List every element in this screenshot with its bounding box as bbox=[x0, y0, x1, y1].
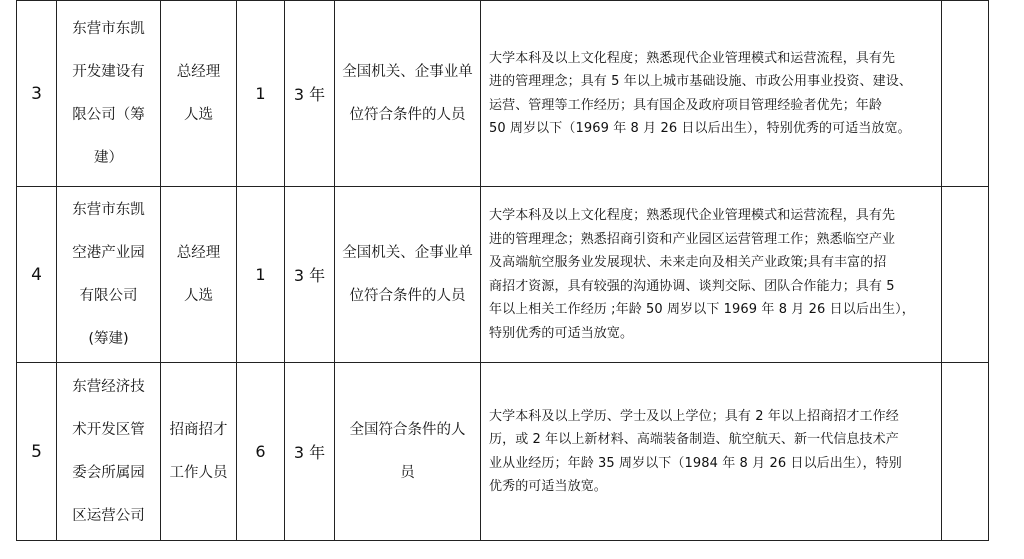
scope-line: 位符合条件的人员 bbox=[349, 287, 466, 304]
position-line: 人选 bbox=[184, 287, 213, 304]
remark-cell bbox=[942, 187, 989, 363]
position-line: 人选 bbox=[184, 106, 213, 123]
unit-cell bbox=[57, 1, 161, 187]
scope-line: 员 bbox=[400, 464, 415, 481]
unit-line: 区运营公司 bbox=[72, 507, 145, 524]
term-cell: 3 年 bbox=[285, 363, 335, 541]
position-line: 工作人员 bbox=[169, 464, 228, 481]
headcount-cell: 1 bbox=[237, 1, 285, 187]
unit-cell bbox=[57, 187, 161, 363]
row-index: 5 bbox=[17, 363, 57, 541]
requirement-line: 商招才资源，具有较强的沟通协调、谈判交际、团队合作能力；具有 5 bbox=[489, 278, 895, 294]
requirement-line: 年以上相关工作经历 ;年龄 50 周岁以下 1969 年 8 月 26 日以后出生）， bbox=[489, 302, 915, 317]
row-index: 4 bbox=[17, 187, 57, 363]
requirement-line: 历，或 2 年以上新材料、高端装备制造、航空航天、新一代信息技术产 bbox=[489, 432, 899, 447]
requirement-line: 运营、管理等工作经历；具有国企及政府项目管理经验者优先；年龄 bbox=[489, 97, 883, 113]
recruitment-table bbox=[16, 0, 989, 541]
requirement-line: 大学本科及以上学历、学士及以上学位；具有 2 年以上招商招才工作经 bbox=[489, 408, 899, 424]
position-cell bbox=[161, 187, 237, 363]
requirements-cell bbox=[481, 187, 942, 363]
scope-line: 位符合条件的人员 bbox=[349, 106, 466, 123]
remark-cell bbox=[942, 1, 989, 187]
scope-cell bbox=[335, 1, 481, 187]
table-row bbox=[17, 363, 989, 541]
requirement-line: 特别优秀的可适当放宽。 bbox=[489, 325, 634, 341]
unit-line: 东营市东凯 bbox=[72, 20, 145, 37]
headcount-cell: 1 bbox=[237, 187, 285, 363]
remark-cell bbox=[942, 363, 989, 541]
scope-line: 全国机关、企事业单 bbox=[342, 63, 473, 80]
unit-line: 东营市东凯 bbox=[72, 201, 145, 218]
table-row bbox=[17, 1, 989, 187]
scope-line: 全国符合条件的人 bbox=[349, 421, 466, 438]
requirement-line: 大学本科及以上文化程度；熟悉现代企业管理模式和运营流程，具有先 bbox=[489, 208, 896, 223]
scope-cell bbox=[335, 363, 481, 541]
unit-line: 限公司（筹 bbox=[72, 106, 145, 123]
scope-line: 全国机关、企事业单 bbox=[342, 244, 473, 261]
unit-line: 术开发区管 bbox=[72, 421, 145, 438]
unit-line: (筹建) bbox=[88, 330, 129, 347]
requirement-line: 50 周岁以下（1969 年 8 月 26 日以后出生），特别优秀的可适当放宽。 bbox=[489, 121, 911, 136]
headcount-cell: 6 bbox=[237, 363, 285, 541]
requirement-line: 进的管理理念；熟悉招商引资和产业园区运营管理工作；熟悉临空产业 bbox=[489, 231, 896, 247]
requirement-line: 及高端航空服务业发展现状、未来走向及相关产业政策;具有丰富的招 bbox=[489, 255, 887, 270]
requirement-line: 业从业经历；年龄 35 周岁以下（1984 年 8 月 26 日以后出生），特别 bbox=[489, 455, 902, 471]
unit-cell bbox=[57, 363, 161, 541]
position-line: 招商招才 bbox=[169, 421, 228, 438]
unit-line: 建） bbox=[94, 149, 123, 166]
unit-line: 委会所属园 bbox=[72, 464, 145, 481]
requirement-line: 大学本科及以上文化程度；熟悉现代企业管理模式和运营流程，具有先 bbox=[489, 50, 896, 66]
row-index: 3 bbox=[17, 1, 57, 187]
scope-cell bbox=[335, 187, 481, 363]
term-cell: 3 年 bbox=[285, 187, 335, 363]
unit-line: 开发建设有 bbox=[72, 63, 145, 80]
requirement-line: 进的管理理念；具有 5 年以上城市基础设施、市政公用事业投资、建设、 bbox=[489, 74, 912, 89]
table-row bbox=[17, 187, 989, 363]
requirements-cell bbox=[481, 363, 942, 541]
position-line: 总经理 bbox=[176, 63, 221, 80]
requirements-cell bbox=[481, 1, 942, 187]
unit-line: 东营经济技 bbox=[72, 378, 145, 395]
term-cell: 3 年 bbox=[285, 1, 335, 187]
position-line: 总经理 bbox=[176, 244, 221, 261]
position-cell bbox=[161, 1, 237, 187]
position-cell bbox=[161, 363, 237, 541]
unit-line: 空港产业园 bbox=[72, 244, 145, 261]
unit-line: 有限公司 bbox=[79, 287, 138, 304]
requirement-line: 优秀的可适当放宽。 bbox=[489, 479, 607, 494]
